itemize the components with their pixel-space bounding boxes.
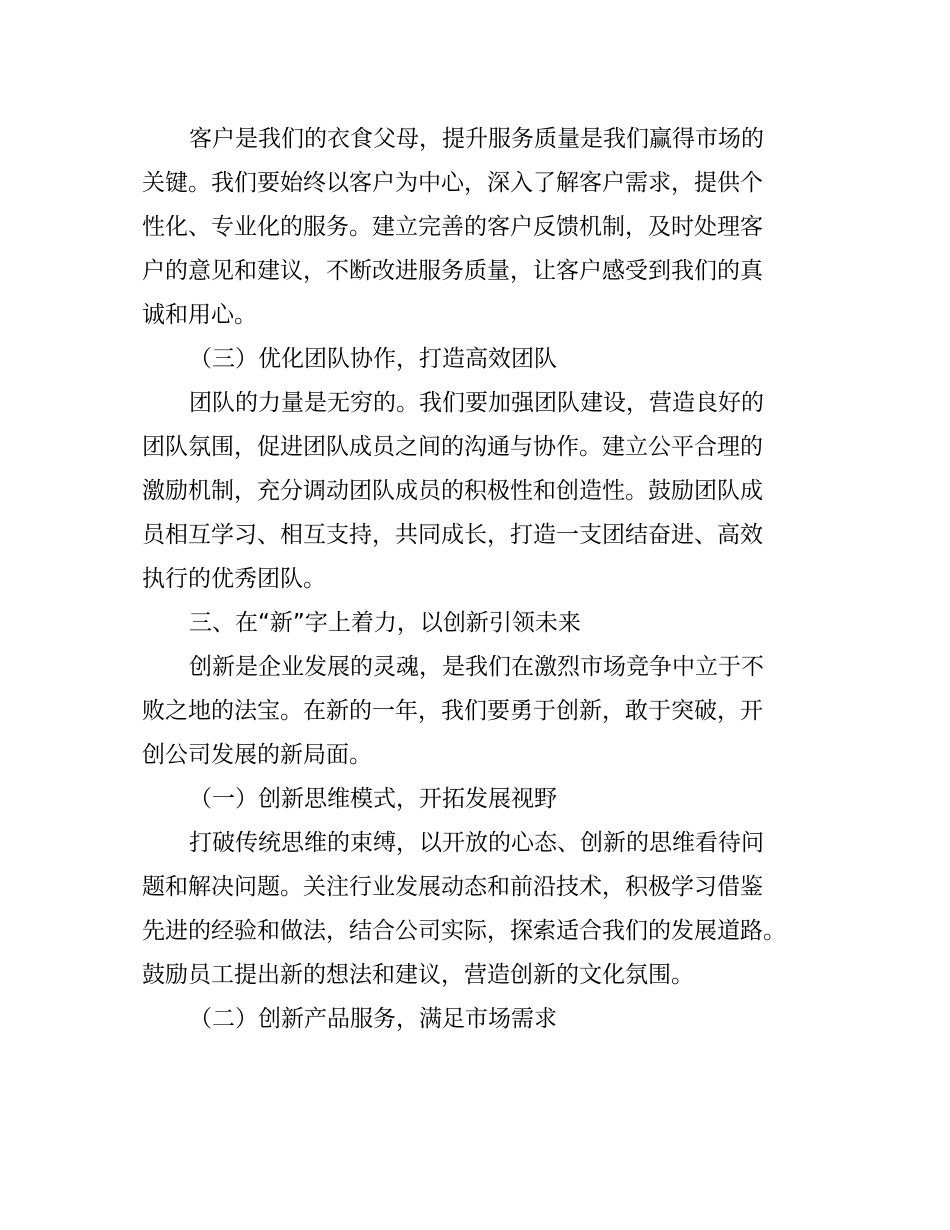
section-heading: [142, 601, 814, 645]
text-line: 题和解决问题。关注行业发展动态和前沿技术，积极学习借鉴: [142, 874, 763, 900]
text-line: 诚和用心。: [142, 302, 257, 328]
text-line: 执行的优秀团队。: [142, 566, 326, 592]
heading-line: （二）创新产品服务，满足市场需求: [189, 1006, 557, 1032]
text-line: 团队氛围，促进团队成员之间的沟通与协作。建立公平合理的: [142, 434, 763, 460]
text-line: 户的意见和建议，不断改进服务质量，让客户感受到我们的真: [142, 258, 763, 284]
paragraph: [142, 645, 814, 777]
heading-line: （三）优化团队协作，打造高效团队: [189, 346, 557, 372]
paragraph: [142, 821, 814, 997]
text-line: 关键。我们要始终以客户为中心，深入了解客户需求，提供个: [142, 170, 763, 196]
text-line: 先进的经验和做法，结合公司实际，探索适合我们的发展道路。: [142, 918, 786, 944]
paragraph: [142, 381, 814, 601]
text-line: 客户是我们的衣食父母，提升服务质量是我们赢得市场的: [189, 126, 764, 152]
text-line: 创新是企业发展的灵魂，是我们在激烈市场竞争中立于不: [189, 654, 764, 680]
text-line: 激励机制，充分调动团队成员的积极性和创造性。鼓励团队成: [142, 478, 763, 504]
section-heading: [142, 997, 814, 1041]
paragraph: [142, 117, 814, 337]
text-line: 创公司发展的新局面。: [142, 742, 372, 768]
text-line: 打破传统思维的束缚，以开放的心态、创新的思维看待问: [189, 830, 764, 856]
text-line: 败之地的法宝。在新的一年，我们要勇于创新，敢于突破，开: [142, 698, 763, 724]
section-heading: [142, 337, 814, 381]
heading-line: 三、在“新”字上着力，以创新引领未来: [189, 610, 581, 636]
section-heading: [142, 777, 814, 821]
text-line: 性化、专业化的服务。建立完善的客户反馈机制，及时处理客: [142, 214, 763, 240]
text-line: 团队的力量是无穷的。我们要加强团队建设，营造良好的: [189, 390, 764, 416]
heading-line: （一）创新思维模式，开拓发展视野: [189, 786, 557, 812]
text-line: 鼓励员工提出新的想法和建议，营造创新的文化氛围。: [142, 962, 694, 988]
document-body: [142, 117, 814, 1041]
text-line: 员相互学习、相互支持，共同成长，打造一支团结奋进、高效: [142, 522, 763, 548]
